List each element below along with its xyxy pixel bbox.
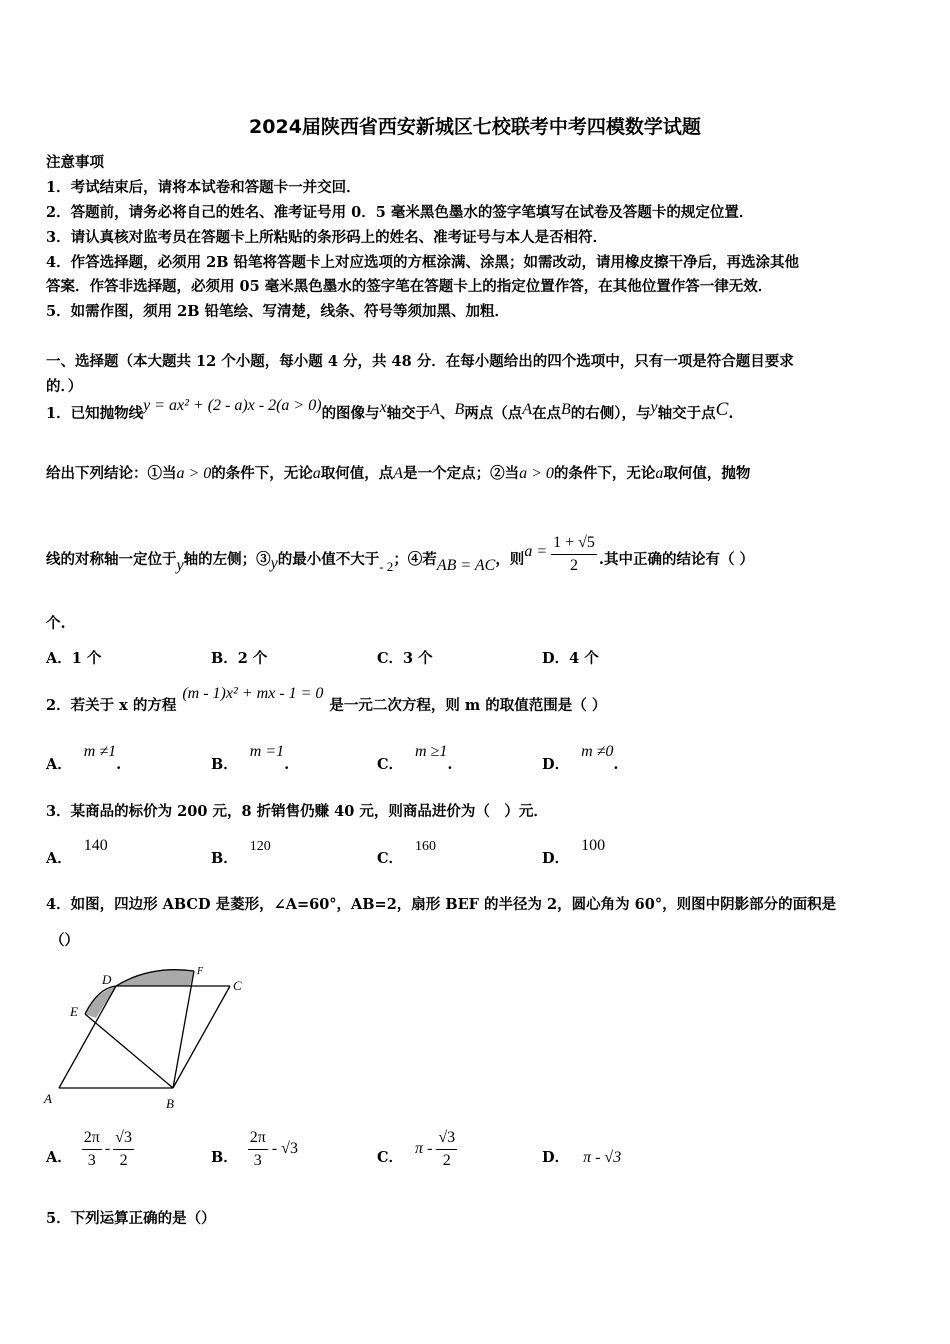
question-4-cont: （） (50, 932, 79, 949)
point-B: B (561, 401, 571, 418)
a-equals: a = (524, 543, 548, 560)
q1-text: 1．已知抛物线 (46, 405, 144, 422)
parabola-equation: y = ax² + (2 - a)x - 2(a > 0) (143, 397, 322, 414)
q2-option-d (542, 740, 619, 773)
q1-text: 线的对称轴一定位于 (46, 551, 177, 568)
q2-equation: (m - 1)x² + mx - 1 = 0 (182, 685, 324, 702)
option-label: C． (377, 1148, 404, 1166)
option-label: B． (211, 850, 238, 867)
option-label: C． (377, 850, 404, 867)
question-3: 3．某商品的标价为 200 元，8 折销售仍赚 40 元，则商品进价为（ ）元． (46, 803, 548, 820)
side-AD (59, 986, 116, 1088)
condition: a > 0 (176, 465, 212, 482)
question-1-line-3 (46, 527, 754, 577)
q1-text: 两点（点 (464, 405, 523, 422)
q2-text: 2．若关于 x 的方程 (46, 697, 177, 714)
option-value: - √3 (271, 1140, 298, 1157)
question-4: 4．如图，四边形 ABCD 是菱形，∠A=60°，AB=2，扇形 BEF 的半径为 2，圆心角为 60°，则图中阴影部分的面积是 (46, 896, 837, 913)
q4-option-d (542, 1124, 621, 1174)
section-heading: 一、选择题（本大题共 12 个小题，每小题 4 分，共 48 分．在每小题给出的四个选项中，只有一项是符合题目要求 (46, 353, 794, 370)
q3-option-d (542, 834, 606, 867)
q1-text: 个. (46, 615, 66, 632)
fraction-numerator: √3 (113, 1127, 134, 1150)
option-value: 160 (415, 839, 437, 854)
condition-ab-ac: AB = AC (436, 557, 496, 574)
q1-text: ，则 (495, 551, 525, 568)
fraction (113, 1127, 134, 1172)
q1-text: . (728, 405, 734, 422)
var-x: x (379, 399, 387, 416)
option-label: A． (46, 1148, 72, 1166)
notice-item: 1．考试结束后，请将本试卷和答题卡一并交回． (46, 179, 361, 196)
q1-option-a: A．1 个 (46, 650, 102, 667)
option-label: B． (211, 1148, 238, 1166)
q3-option-a (46, 834, 108, 867)
q3-option-b (211, 834, 271, 867)
q1-option-c: C．3 个 (377, 650, 433, 667)
option-label: D． (542, 850, 570, 867)
question-1-line-2 (46, 462, 750, 483)
q1-text: 在点 (532, 405, 562, 422)
fraction-a-value (551, 532, 597, 577)
q2-option-a (46, 740, 122, 773)
point-A: A (522, 401, 533, 418)
q1-text: 取何值，抛物 (663, 465, 751, 482)
option-label: C． (377, 756, 404, 773)
q2-option-c (377, 740, 453, 773)
var-a: a (655, 465, 664, 482)
fraction (436, 1127, 457, 1172)
option-dot: . (284, 756, 290, 773)
q1-option-b: B．2 个 (211, 650, 268, 667)
option-value: m =1 (249, 743, 285, 760)
point-A: A (393, 465, 404, 482)
option-value: m ≠1 (83, 743, 117, 760)
condition: a > 0 (519, 465, 554, 482)
q1-option-d: D．4 个 (542, 650, 599, 667)
minus-sign: - (104, 1140, 111, 1157)
var-y: y (176, 557, 184, 574)
q4-option-c (377, 1124, 457, 1174)
option-label: B． (211, 756, 238, 773)
label-A: A (44, 1091, 52, 1106)
q1-text: ；④若 (393, 551, 437, 568)
q1-text: 的最小值不大于 (277, 551, 380, 568)
notice-item: 5．如需作图，须用 2B 铅笔绘、写清楚，线条、符号等须加黑、加粗． (46, 303, 510, 320)
option-dot: . (447, 756, 453, 773)
option-label: D． (542, 1148, 570, 1166)
option-dot: . (613, 756, 619, 773)
notice-heading: 注意事项 (46, 154, 104, 171)
q1-text: 的条件下，无论 (553, 465, 656, 482)
radius-BE (85, 1014, 173, 1088)
fraction-denominator: 2 (442, 1151, 451, 1169)
option-label: A． (46, 850, 72, 867)
neg-two: - 2 (379, 559, 394, 574)
question-2 (46, 682, 607, 714)
q1-text: .其中正确的结论有（ ） (598, 551, 755, 568)
fraction-denominator: 3 (87, 1151, 96, 1169)
option-value: 100 (581, 837, 606, 854)
q1-text: 取何值，点 (320, 465, 394, 482)
page-title: 2024届陕西省西安新城区七校联考中考四模数学试题 (249, 116, 701, 138)
q4-option-b (211, 1124, 298, 1174)
fraction-denominator: 2 (119, 1151, 128, 1169)
notice-item: 答案．作答非选择题，必须用 05 毫米黑色墨水的签字笔在答题卡上的指定位置作答，在其他位置作答一律无效． (46, 278, 773, 295)
fraction-numerator: 1 + √5 (551, 532, 597, 555)
fraction-numerator: 2π (82, 1127, 102, 1150)
q4-option-a (46, 1124, 134, 1174)
fraction-denominator: 3 (253, 1151, 262, 1169)
fraction-denominator: 2 (570, 557, 579, 574)
label-D: D (102, 972, 112, 987)
question-1-line-1 (46, 397, 734, 424)
label-F: F (197, 966, 204, 977)
question-5: 5．下列运算正确的是（） (46, 1210, 216, 1227)
point-B: B (454, 401, 465, 418)
q1-text: 的右侧），与 (570, 405, 651, 422)
var-y: y (270, 555, 278, 572)
q1-text: 轴交于点 (657, 405, 716, 422)
option-value: π - √3 (583, 1149, 622, 1166)
option-label: A． (46, 756, 72, 773)
option-dot: . (116, 756, 122, 773)
label-B: B (166, 1096, 174, 1111)
q1-text: 的条件下，无论 (211, 465, 313, 482)
q1-text: 给出下列结论：①当 (46, 465, 177, 482)
option-label: D． (542, 756, 570, 773)
var-y: y (650, 399, 658, 416)
var-a: a (312, 465, 321, 482)
rhombus-figure (40, 960, 260, 1112)
q2-text: 是一元二次方程，则 m 的取值范围是（ ） (329, 697, 607, 714)
q1-text: 、 (439, 405, 455, 422)
option-value: π - (415, 1140, 433, 1157)
option-value: 140 (83, 837, 108, 854)
q1-text: 轴的左侧；③ (183, 551, 271, 568)
fraction (82, 1127, 102, 1172)
fraction-numerator: √3 (436, 1127, 457, 1150)
q3-option-c (377, 834, 437, 867)
option-value: m ≠0 (581, 743, 614, 760)
label-E: E (70, 1004, 78, 1019)
label-C: C (233, 978, 242, 993)
fraction (248, 1127, 268, 1172)
q1-text: 是一个定点；②当 (403, 465, 520, 482)
fraction-numerator: 2π (248, 1127, 268, 1150)
section-heading-cont: 的．） (46, 378, 83, 395)
option-value: m ≥1 (415, 743, 448, 760)
shaded-region-top (116, 970, 194, 986)
notice-item: 2．答题前，请务必将自己的姓名、准考证号用 0．5 毫米黑色墨水的签字笔填写在试卷及答题卡的规定位置． (46, 204, 754, 221)
point-C: C (715, 399, 729, 420)
q2-option-b (211, 740, 290, 773)
point-A: A (430, 401, 440, 418)
q1-text: 的图像与 (321, 405, 380, 422)
notice-item: 4．作答选择题，必须用 2B 铅笔将答题卡上对应选项的方框涂满、涂黑；如需改动，请用橡皮擦干净后，再选涂其他 (46, 254, 800, 271)
notice-item: 3．请认真核对监考员在答题卡上所粘贴的条形码上的姓名、准考证号与本人是否相符． (46, 229, 608, 246)
option-value: 120 (249, 839, 271, 854)
q1-text: 轴交于 (386, 405, 431, 422)
